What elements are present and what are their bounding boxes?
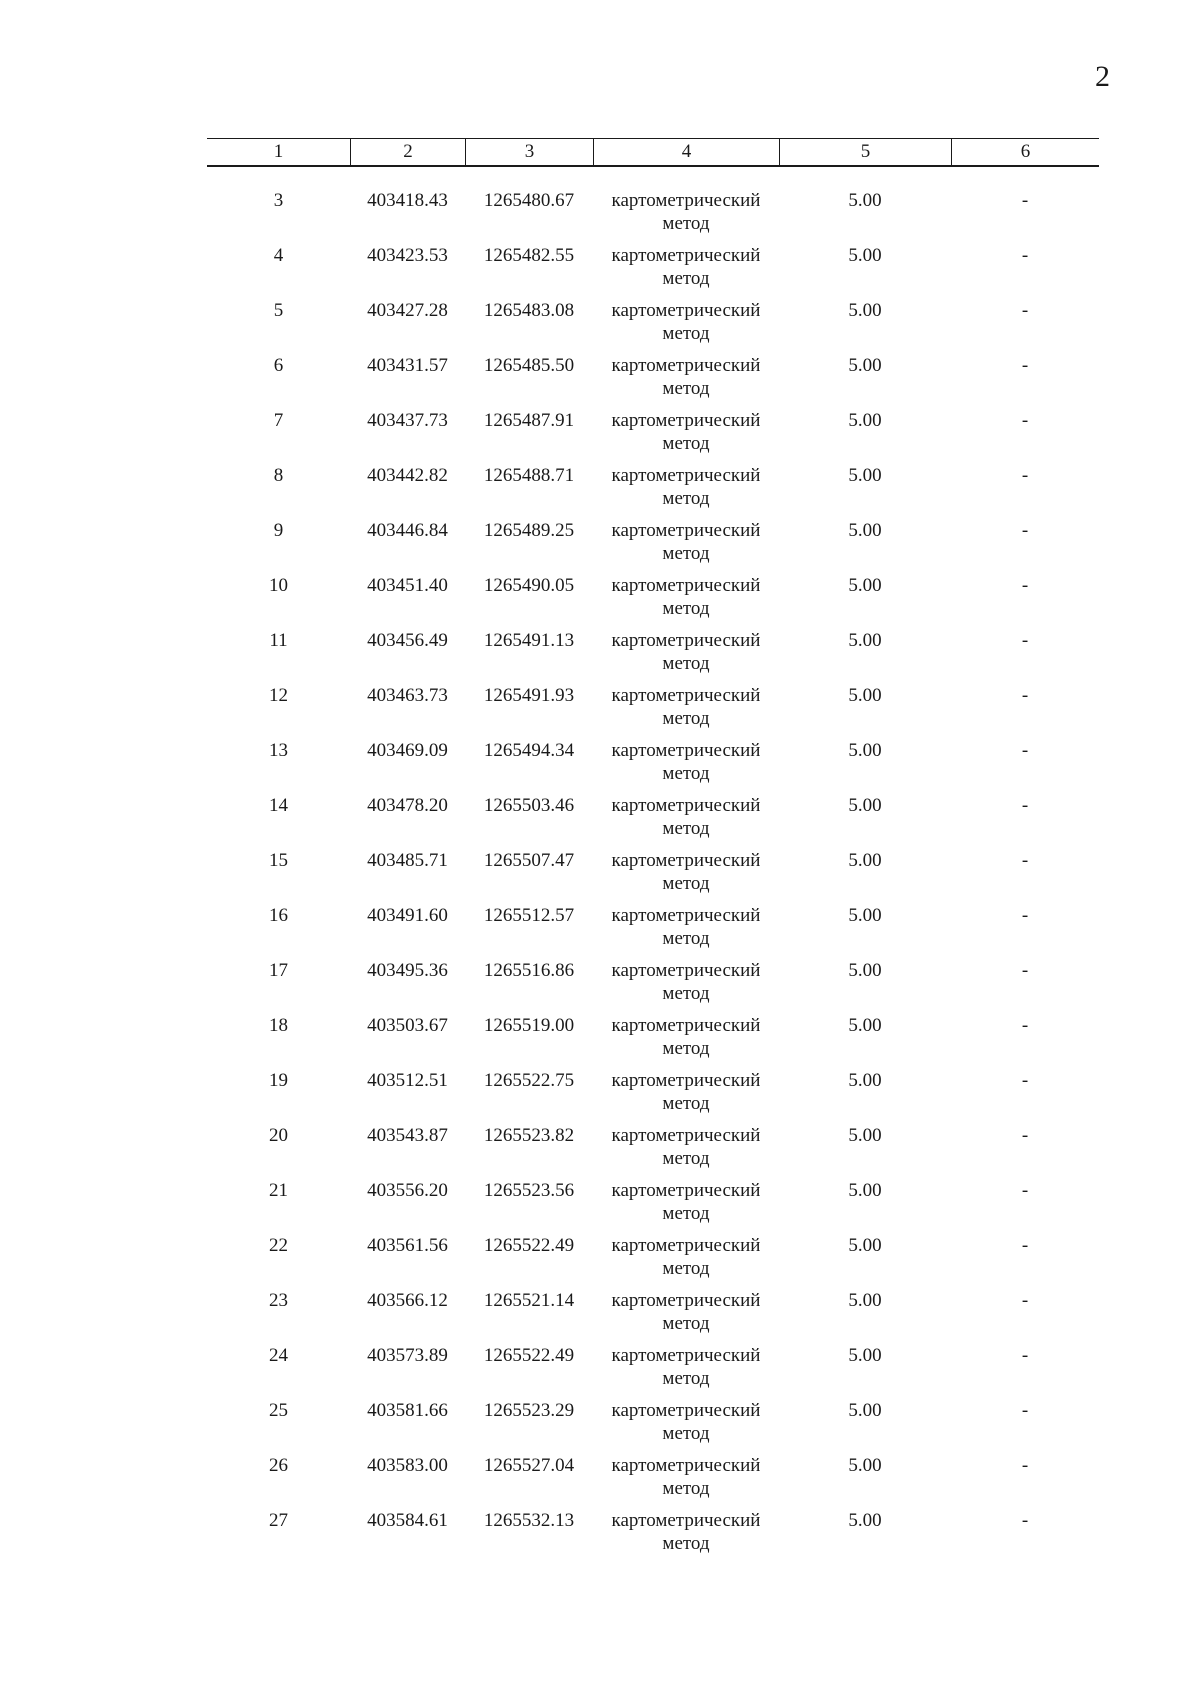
method-cell: картометрический метод <box>611 1125 761 1169</box>
method-cell: картометрический метод <box>611 1400 761 1444</box>
table-row <box>207 1509 1099 1564</box>
accuracy-cell: 5.00 <box>848 1180 882 1201</box>
x-coordinate-cell: 403451.40 <box>367 575 448 596</box>
y-coordinate-cell: 1265483.08 <box>483 300 575 321</box>
y-coordinate-cell: 1265521.14 <box>483 1290 575 1311</box>
point-number-cell: 24 <box>269 1345 288 1366</box>
x-coordinate-cell: 403478.20 <box>367 795 448 816</box>
accuracy-cell: 5.00 <box>848 1070 882 1091</box>
accuracy-cell: 5.00 <box>848 685 882 706</box>
table-body <box>207 189 1099 1564</box>
method-cell: картометрический метод <box>611 410 761 454</box>
table-row <box>207 849 1099 904</box>
x-coordinate-cell: 403463.73 <box>367 685 448 706</box>
point-number-cell: 11 <box>269 630 288 651</box>
point-number-cell: 10 <box>269 575 288 596</box>
x-coordinate-cell: 403418.43 <box>367 190 448 211</box>
x-coordinate-cell: 403446.84 <box>367 520 448 541</box>
point-number-cell: 19 <box>269 1070 288 1091</box>
method-cell: картометрический метод <box>611 795 761 839</box>
note-cell: - <box>1021 905 1029 926</box>
table-row <box>207 574 1099 629</box>
y-coordinate-cell: 1265491.13 <box>483 630 575 651</box>
note-cell: - <box>1021 1235 1029 1256</box>
table-row <box>207 244 1099 299</box>
point-number-cell: 18 <box>269 1015 288 1036</box>
note-cell: - <box>1021 630 1029 651</box>
y-coordinate-cell: 1265487.91 <box>483 410 575 431</box>
y-coordinate-cell: 1265532.13 <box>483 1510 575 1531</box>
method-cell: картометрический метод <box>611 1235 761 1279</box>
x-coordinate-cell: 403469.09 <box>367 740 448 761</box>
method-cell: картометрический метод <box>611 685 761 729</box>
table-row <box>207 1234 1099 1289</box>
accuracy-cell: 5.00 <box>848 245 882 266</box>
note-cell: - <box>1021 1455 1029 1476</box>
method-cell: картометрический метод <box>611 300 761 344</box>
note-cell: - <box>1021 850 1029 871</box>
point-number-cell: 20 <box>269 1125 288 1146</box>
note-cell: - <box>1021 190 1029 211</box>
x-coordinate-cell: 403512.51 <box>367 1070 448 1091</box>
note-cell: - <box>1021 245 1029 266</box>
accuracy-cell: 5.00 <box>848 520 882 541</box>
x-coordinate-cell: 403485.71 <box>367 850 448 871</box>
point-number-cell: 8 <box>273 465 284 486</box>
header-cell-3: 3 <box>465 139 593 165</box>
y-coordinate-cell: 1265519.00 <box>483 1015 575 1036</box>
table-row <box>207 519 1099 574</box>
accuracy-cell: 5.00 <box>848 1455 882 1476</box>
method-cell: картометрический метод <box>611 1455 761 1499</box>
x-coordinate-cell: 403442.82 <box>367 465 448 486</box>
accuracy-cell: 5.00 <box>848 795 882 816</box>
point-number-cell: 26 <box>269 1455 288 1476</box>
accuracy-cell: 5.00 <box>848 1510 882 1531</box>
table-row <box>207 1344 1099 1399</box>
method-cell: картометрический метод <box>611 850 761 894</box>
header-cell-1: 1 <box>273 141 284 162</box>
x-coordinate-cell: 403431.57 <box>367 355 448 376</box>
point-number-cell: 16 <box>269 905 288 926</box>
x-coordinate-cell: 403491.60 <box>367 905 448 926</box>
x-coordinate-cell: 403581.66 <box>367 1400 448 1421</box>
y-coordinate-cell: 1265523.82 <box>483 1125 575 1146</box>
x-coordinate-cell: 403503.67 <box>367 1015 448 1036</box>
note-cell: - <box>1021 1400 1029 1421</box>
point-number-cell: 21 <box>269 1180 288 1201</box>
point-number-cell: 14 <box>269 795 288 816</box>
accuracy-cell: 5.00 <box>848 1125 882 1146</box>
method-cell: картометрический метод <box>611 465 761 509</box>
x-coordinate-cell: 403423.53 <box>367 245 448 266</box>
y-coordinate-cell: 1265480.67 <box>483 190 575 211</box>
y-coordinate-cell: 1265494.34 <box>483 740 575 761</box>
note-cell: - <box>1021 1345 1029 1366</box>
method-cell: картометрический метод <box>611 1290 761 1334</box>
note-cell: - <box>1021 685 1029 706</box>
note-cell: - <box>1021 1070 1029 1091</box>
table-row <box>207 354 1099 409</box>
y-coordinate-cell: 1265507.47 <box>483 850 575 871</box>
x-coordinate-cell: 403584.61 <box>367 1510 448 1531</box>
x-coordinate-cell: 403561.56 <box>367 1235 448 1256</box>
point-number-cell: 7 <box>273 410 284 431</box>
x-coordinate-cell: 403573.89 <box>367 1345 448 1366</box>
accuracy-cell: 5.00 <box>848 905 882 926</box>
point-number-cell: 13 <box>269 740 288 761</box>
y-coordinate-cell: 1265516.86 <box>483 960 575 981</box>
y-coordinate-cell: 1265522.49 <box>483 1235 575 1256</box>
point-number-cell: 23 <box>269 1290 288 1311</box>
table-row <box>207 1014 1099 1069</box>
header-cell-4: 4 <box>593 139 779 165</box>
table-row <box>207 794 1099 849</box>
y-coordinate-cell: 1265523.29 <box>483 1400 575 1421</box>
header-cell-5: 5 <box>779 139 951 165</box>
y-coordinate-cell: 1265489.25 <box>483 520 575 541</box>
y-coordinate-cell: 1265482.55 <box>483 245 575 266</box>
accuracy-cell: 5.00 <box>848 850 882 871</box>
point-number-cell: 22 <box>269 1235 288 1256</box>
accuracy-cell: 5.00 <box>848 1235 882 1256</box>
note-cell: - <box>1021 410 1029 431</box>
method-cell: картометрический метод <box>611 740 761 784</box>
y-coordinate-cell: 1265491.93 <box>483 685 575 706</box>
method-cell: картометрический метод <box>611 245 761 289</box>
note-cell: - <box>1021 1290 1029 1311</box>
x-coordinate-cell: 403583.00 <box>367 1455 448 1476</box>
point-number-cell: 12 <box>269 685 288 706</box>
y-coordinate-cell: 1265522.49 <box>483 1345 575 1366</box>
accuracy-cell: 5.00 <box>848 1400 882 1421</box>
accuracy-cell: 5.00 <box>848 300 882 321</box>
method-cell: картометрический метод <box>611 575 761 619</box>
method-cell: картометрический метод <box>611 1510 761 1554</box>
accuracy-cell: 5.00 <box>848 1345 882 1366</box>
x-coordinate-cell: 403456.49 <box>367 630 448 651</box>
y-coordinate-cell: 1265485.50 <box>483 355 575 376</box>
table-row <box>207 189 1099 244</box>
point-number-cell: 17 <box>269 960 288 981</box>
x-coordinate-cell: 403556.20 <box>367 1180 448 1201</box>
accuracy-cell: 5.00 <box>848 465 882 486</box>
accuracy-cell: 5.00 <box>848 960 882 981</box>
note-cell: - <box>1021 960 1029 981</box>
table-row <box>207 1289 1099 1344</box>
point-number-cell: 15 <box>269 850 288 871</box>
method-cell: картометрический метод <box>611 1180 761 1224</box>
method-cell: картометрический метод <box>611 190 761 234</box>
accuracy-cell: 5.00 <box>848 575 882 596</box>
method-cell: картометрический метод <box>611 1345 761 1389</box>
y-coordinate-cell: 1265490.05 <box>483 575 575 596</box>
note-cell: - <box>1021 520 1029 541</box>
accuracy-cell: 5.00 <box>848 410 882 431</box>
table-row <box>207 1179 1099 1234</box>
note-cell: - <box>1021 1510 1029 1531</box>
note-cell: - <box>1021 300 1029 321</box>
method-cell: картометрический метод <box>611 1070 761 1114</box>
accuracy-cell: 5.00 <box>848 1015 882 1036</box>
point-number-cell: 25 <box>269 1400 288 1421</box>
point-number-cell: 9 <box>273 520 284 541</box>
note-cell: - <box>1021 1180 1029 1201</box>
x-coordinate-cell: 403543.87 <box>367 1125 448 1146</box>
table-row <box>207 1069 1099 1124</box>
method-cell: картометрический метод <box>611 1015 761 1059</box>
table-row <box>207 904 1099 959</box>
y-coordinate-cell: 1265488.71 <box>483 465 575 486</box>
point-number-cell: 5 <box>273 300 284 321</box>
note-cell: - <box>1021 465 1029 486</box>
point-number-cell: 3 <box>273 190 284 211</box>
page-number: 2 <box>1095 60 1110 93</box>
method-cell: картометрический метод <box>611 520 761 564</box>
table-row <box>207 299 1099 354</box>
method-cell: картометрический метод <box>611 630 761 674</box>
table-row <box>207 464 1099 519</box>
table-row <box>207 1454 1099 1509</box>
table-row <box>207 959 1099 1014</box>
table-row <box>207 1124 1099 1179</box>
header-cell-2: 2 <box>350 139 465 165</box>
header-cell-6: 6 <box>951 139 1099 165</box>
x-coordinate-cell: 403495.36 <box>367 960 448 981</box>
y-coordinate-cell: 1265527.04 <box>483 1455 575 1476</box>
point-number-cell: 27 <box>269 1510 288 1531</box>
x-coordinate-cell: 403566.12 <box>367 1290 448 1311</box>
method-cell: картометрический метод <box>611 905 761 949</box>
note-cell: - <box>1021 575 1029 596</box>
accuracy-cell: 5.00 <box>848 355 882 376</box>
note-cell: - <box>1021 740 1029 761</box>
note-cell: - <box>1021 1015 1029 1036</box>
table-row <box>207 1399 1099 1454</box>
point-number-cell: 6 <box>273 355 284 376</box>
accuracy-cell: 5.00 <box>848 740 882 761</box>
note-cell: - <box>1021 795 1029 816</box>
accuracy-cell: 5.00 <box>848 190 882 211</box>
x-coordinate-cell: 403437.73 <box>367 410 448 431</box>
table-row <box>207 684 1099 739</box>
accuracy-cell: 5.00 <box>848 1290 882 1311</box>
note-cell: - <box>1021 1125 1029 1146</box>
x-coordinate-cell: 403427.28 <box>367 300 448 321</box>
accuracy-cell: 5.00 <box>848 630 882 651</box>
table-row <box>207 629 1099 684</box>
y-coordinate-cell: 1265522.75 <box>483 1070 575 1091</box>
table-header <box>207 138 1099 167</box>
method-cell: картометрический метод <box>611 960 761 1004</box>
y-coordinate-cell: 1265512.57 <box>483 905 575 926</box>
y-coordinate-cell: 1265523.56 <box>483 1180 575 1201</box>
note-cell: - <box>1021 355 1029 376</box>
method-cell: картометрический метод <box>611 355 761 399</box>
point-number-cell: 4 <box>273 245 284 266</box>
y-coordinate-cell: 1265503.46 <box>483 795 575 816</box>
table-row <box>207 409 1099 464</box>
table-row <box>207 739 1099 794</box>
